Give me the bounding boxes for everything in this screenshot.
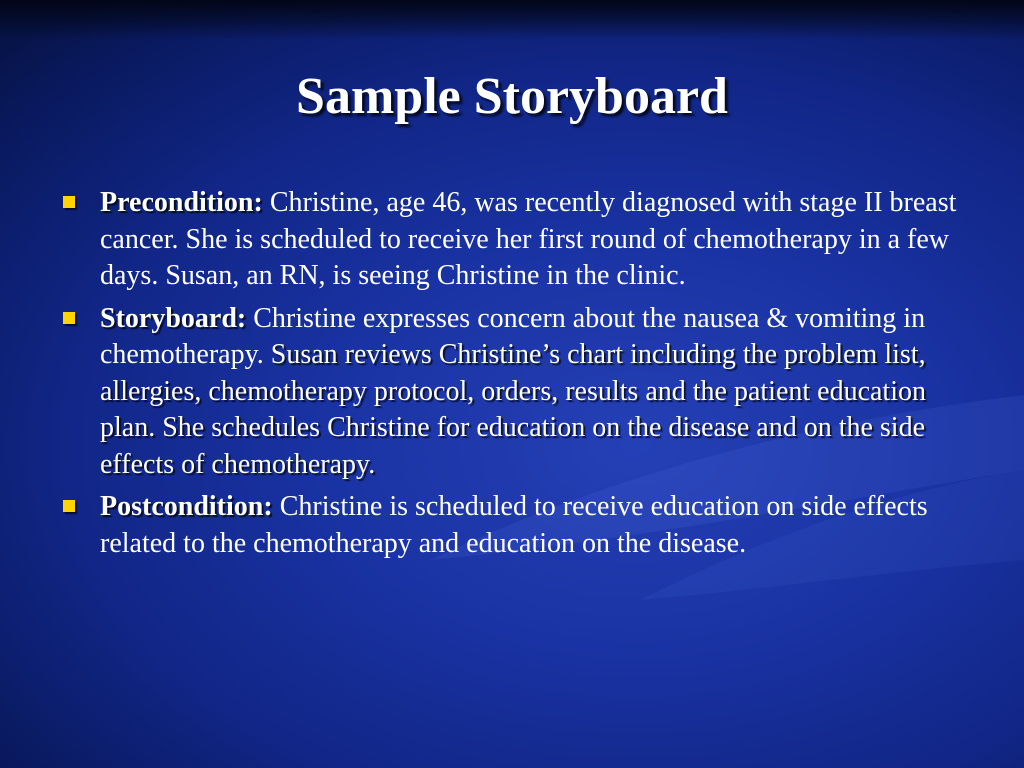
bullet-label: Postcondition: (100, 491, 273, 522)
bullet-storyboard (60, 301, 965, 484)
bullet-text-shadowed: Susan reviews Christine’s chart including the problem list, allergies, chemotherapy protocol, orders, results and the patient education plan. She schedules Christine for education on the disease and on the side effects of chemotherapy. (100, 339, 926, 480)
bullet-text: Christine expresses concern about the nausea & vomiting in chemotherapy. (100, 302, 926, 370)
bullet-list (60, 185, 965, 568)
square-bullet-icon (63, 312, 75, 324)
bullet-postcondition (60, 489, 965, 562)
bullet-label: Precondition: (100, 187, 263, 218)
square-bullet-icon (63, 500, 75, 512)
bullet-label: Storyboard: (100, 302, 247, 334)
bullet-precondition (60, 185, 965, 295)
bullet-text: Christine, age 46, was recently diagnosed with stage II breast cancer. She is scheduled to receive her first round of chemotherapy in a few days. Susan, an RN, is seeing Christine in the clinic. (100, 187, 957, 291)
square-bullet-icon (63, 196, 75, 208)
bullet-text: Christine is scheduled to receive education on side effects related to the chemotherapy and education on the disease. (100, 491, 928, 559)
slide-title: Sample Storyboard (296, 68, 728, 125)
